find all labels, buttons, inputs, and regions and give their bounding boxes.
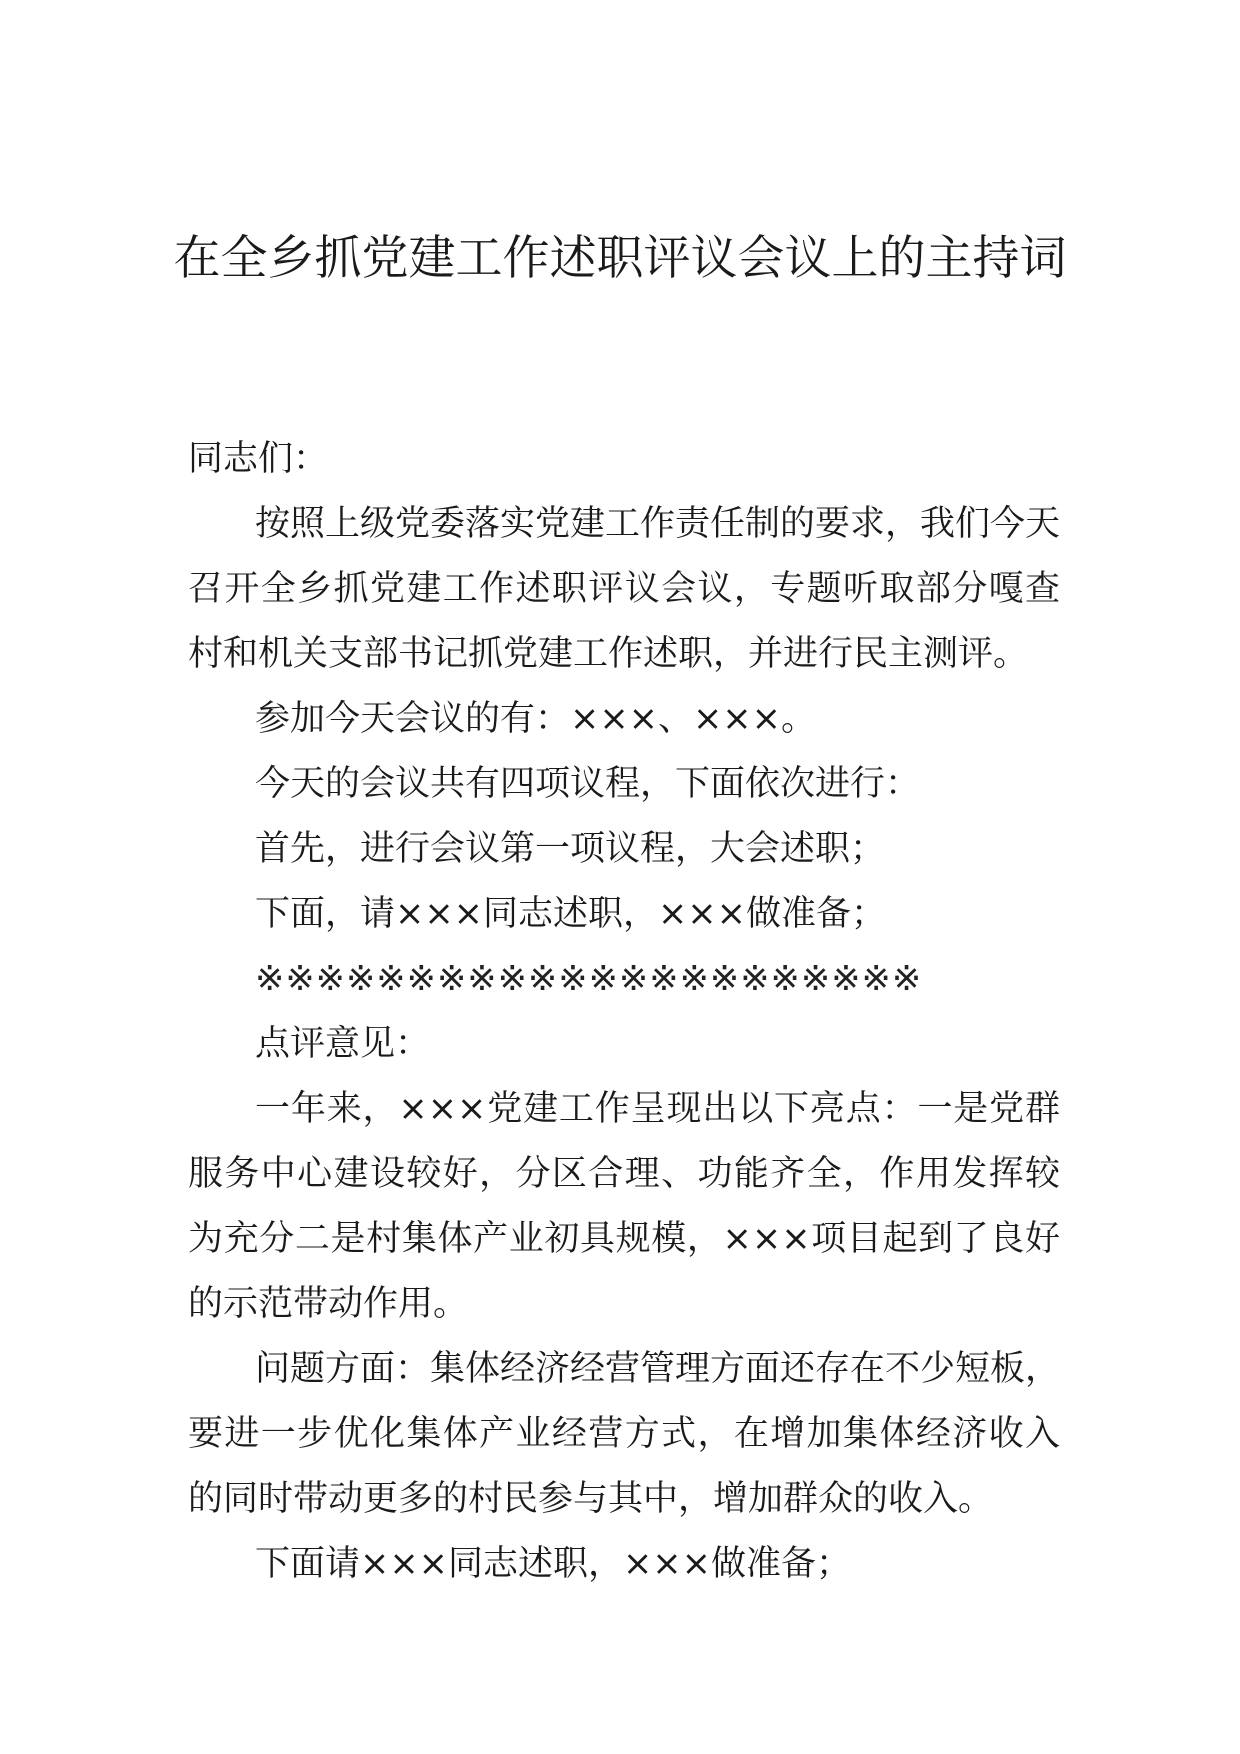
paragraph-speaker-1: 下面，请×××同志述职，×××做准备； (255, 894, 886, 934)
paragraph-problems: 问题方面：集体经济经营管理方面还存在不少短板，要进一步优化集体产业经营方式，在增加集体经济收入的同时带动更多的村民参与其中，增加群众的收入。 (188, 1349, 1061, 1519)
paragraph-speaker-2: 下面请×××同志述职，×××做准备； (255, 1544, 851, 1584)
paragraph-intro: 按照上级党委落实党建工作责任制的要求，我们今天召开全乡抓党建工作述职评议会议，专题听取部分嘎查村和机关支部书记抓党建工作述职，并进行民主测评。 (188, 504, 1061, 674)
paragraph-comment-heading: 点评意见： (255, 1024, 431, 1064)
document-body (188, 427, 1060, 1597)
paragraph-highlights: 一年来，×××党建工作呈现出以下亮点：一是党群服务中心建设较好，分区合理、功能齐全，作用发挥较为充分二是村集体产业初具规模，×××项目起到了良好的示范带动作用。 (188, 1089, 1060, 1324)
separator-line: ※※※※※※※※※※※※※※※※※※※※※※ (255, 959, 923, 999)
paragraph-agenda: 今天的会议共有四项议程，下面依次进行： (255, 764, 921, 804)
document-title: 在全乡抓党建工作述职评议会议上的主持词 (173, 231, 1067, 286)
salutation: 同志们： (188, 439, 329, 479)
paragraph-attendees: 参加今天会议的有：×××、×××。 (255, 699, 816, 739)
paragraph-first-item: 首先，进行会议第一项议程，大会述职； (255, 829, 886, 869)
